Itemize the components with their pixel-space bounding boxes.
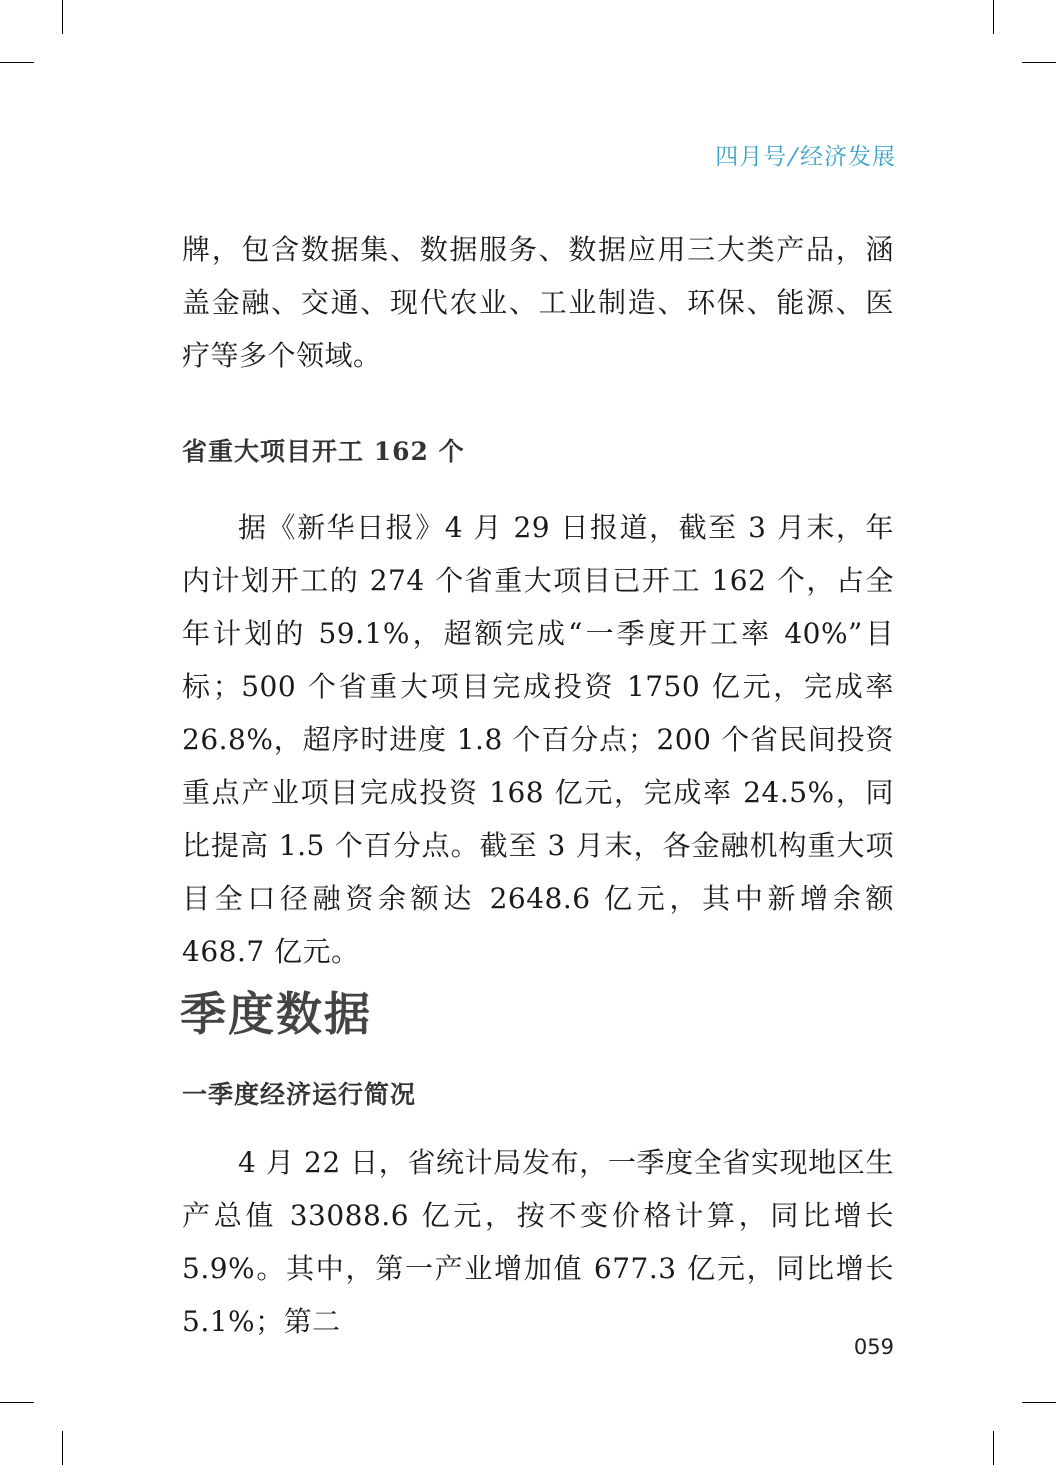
paragraph-2-text: 据《新华日报》4 月 29 日报道，截至 3 月末，年内计划开工的 274 个省重大项目已开工 162 个，占全年计划的 59.1%，超额完成“一季度开工率 40%”目标；500 个省重大项目完成投资 1750 亿元，完成率 26.8%，超序时进度 1.8 个百分点；200 个省民间投资重点产业项目完成投资 168 亿元，完成率 24.5%，同比提高 1.5 个百分点。截至 3 月末，各金融机构重大项目全口径融资余额达 2648.6 亿元，其中新增余额 468.7 亿元。 — [182, 511, 894, 968]
running-header — [715, 138, 896, 171]
header-issue: 四月号 — [715, 144, 788, 170]
paragraph-3-text: 4 月 22 日，省统计局发布，一季度全省实现地区生产总值 33088.6 亿元，按不变价格计算，同比增长 5.9%。其中，第一产业增加值 677.3 亿元，同比增长 5.1%；第二 — [182, 1146, 894, 1338]
subheading-major-projects: 省重大项目开工 162 个 — [182, 437, 465, 466]
crop-mark-bottom-left-h — [0, 1402, 34, 1403]
paragraph-1-text: 牌，包含数据集、数据服务、数据应用三大类产品，涵盖金融、交通、现代农业、工业制造、环保、能源、医疗等多个领域。 — [182, 233, 894, 372]
header-separator: / — [785, 144, 802, 170]
crop-mark-bottom-right-h — [1022, 1402, 1056, 1403]
paragraph-major-projects — [182, 501, 894, 978]
crop-mark-bottom-left-v — [62, 1431, 63, 1465]
paragraph-q1-economy — [182, 1136, 894, 1348]
section-title-quarterly-data: 季度数据 — [180, 987, 372, 1041]
crop-mark-top-left-v — [62, 0, 63, 34]
paragraph-continued — [182, 223, 894, 382]
crop-mark-top-right-v — [993, 0, 994, 34]
crop-mark-top-right-h — [1022, 62, 1056, 63]
crop-mark-bottom-right-v — [993, 1431, 994, 1465]
header-column: 经济发展 — [800, 144, 896, 170]
page-number: 059 — [853, 1335, 894, 1359]
subheading-q1-economy: 一季度经济运行简况 — [182, 1080, 417, 1109]
crop-mark-top-left-h — [0, 62, 34, 63]
